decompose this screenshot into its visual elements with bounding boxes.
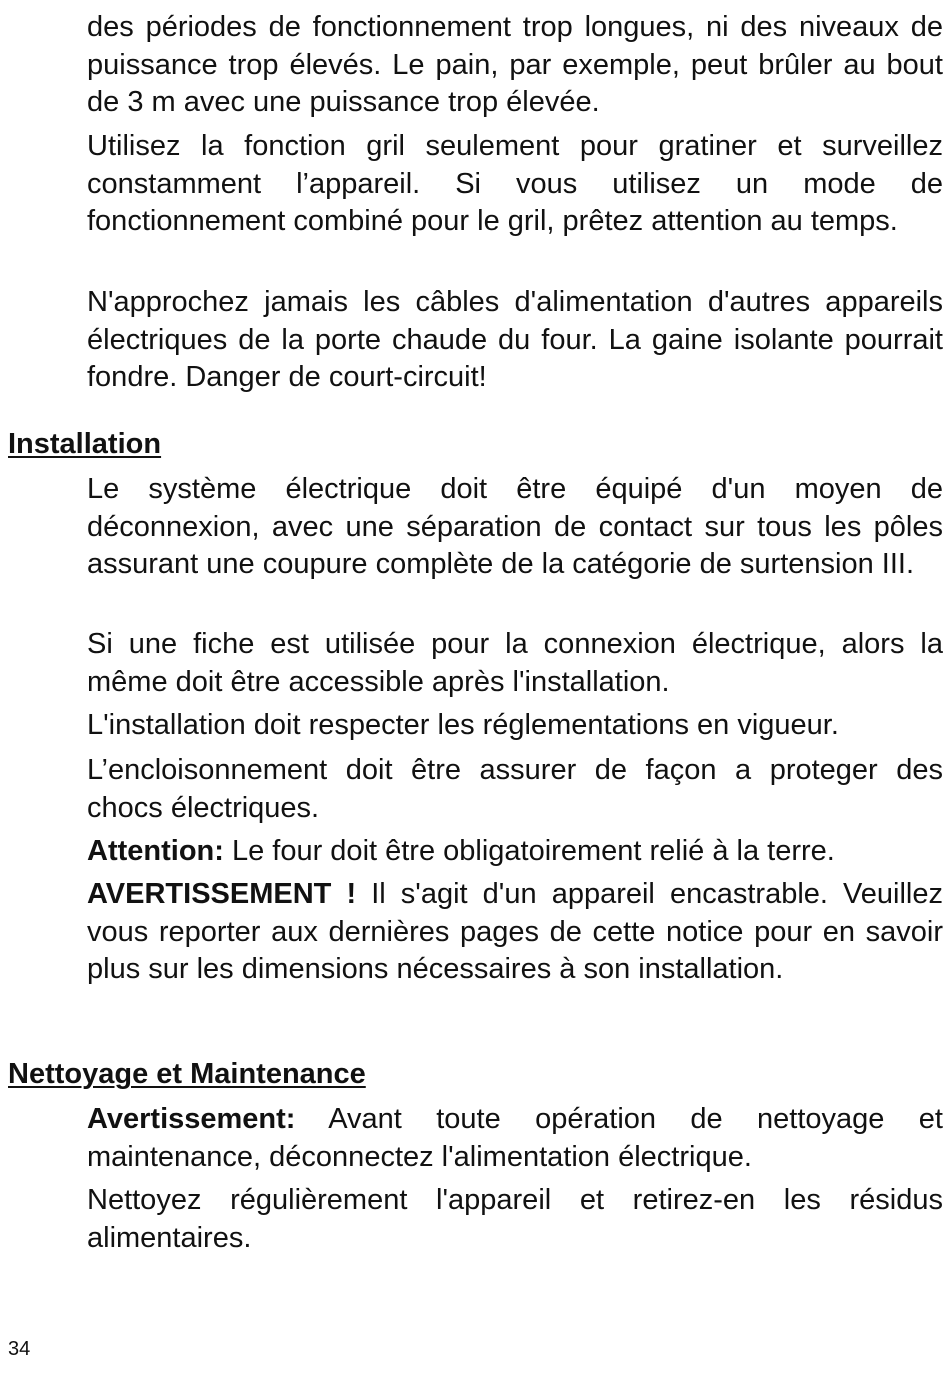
page-number: 34 bbox=[8, 1338, 31, 1360]
installation-paragraph-1: Le système électrique doit être équipé d'un moyen de déconnexion, avec une séparation de contact sur tous les pôles assurant une coupure complète de la catégorie de surtension III. bbox=[87, 473, 943, 580]
installation-attention bbox=[87, 833, 943, 871]
maintenance-warning bbox=[87, 1101, 943, 1176]
attention-text: Le four doit être obligatoirement relié à la terre. bbox=[223, 835, 835, 867]
intro-paragraph-3: N'approchez jamais les câbles d'alimentation d'autres appareils électriques de la porte chaude du four. La gaine isolante pourrait fondre. Danger de court-circuit! bbox=[87, 286, 943, 393]
intro-paragraph-1: des périodes de fonctionnement trop longues, ni des niveaux de puissance trop élevés. Le pain, par exemple, peut brûler au bout de 3 m avec une puissance trop élevée. bbox=[87, 11, 943, 118]
warning-label: AVERTISSEMENT ! bbox=[87, 878, 357, 910]
installation-heading: Installation bbox=[8, 428, 162, 460]
maintenance-heading: Nettoyage et Maintenance bbox=[8, 1058, 366, 1090]
maintenance-warning-text: Avant toute opération de nettoyage et maintenance, déconnectez l'alimentation électrique. bbox=[87, 1103, 943, 1173]
attention-label: Attention: bbox=[87, 835, 224, 867]
installation-paragraph-3: L'installation doit respecter les réglementations en vigueur. bbox=[87, 709, 839, 741]
installation-warning bbox=[87, 876, 943, 989]
intro-paragraph-2: Utilisez la fonction gril seulement pour gratiner et surveillez constamment l’appareil. Si vous utilisez un mode de fonctionnement combiné pour le gril, prêtez attention au temps. bbox=[87, 130, 943, 237]
maintenance-warning-label: Avertissement: bbox=[87, 1103, 296, 1135]
warning-text: Il s'agit d'un appareil encastrable. Veuillez vous reporter aux dernières pages de cette notice pour en savoir plus sur les dimensions nécessaires à son installation. bbox=[87, 878, 943, 985]
maintenance-paragraph-2: Nettoyez régulièrement l'appareil et retirez-en les résidus alimentaires. bbox=[87, 1184, 943, 1254]
installation-paragraph-4: L’encloisonnement doit être assurer de façon a proteger des chocs électriques. bbox=[87, 754, 943, 824]
installation-paragraph-2: Si une fiche est utilisée pour la connexion électrique, alors la même doit être accessible après l'installation. bbox=[87, 628, 943, 698]
